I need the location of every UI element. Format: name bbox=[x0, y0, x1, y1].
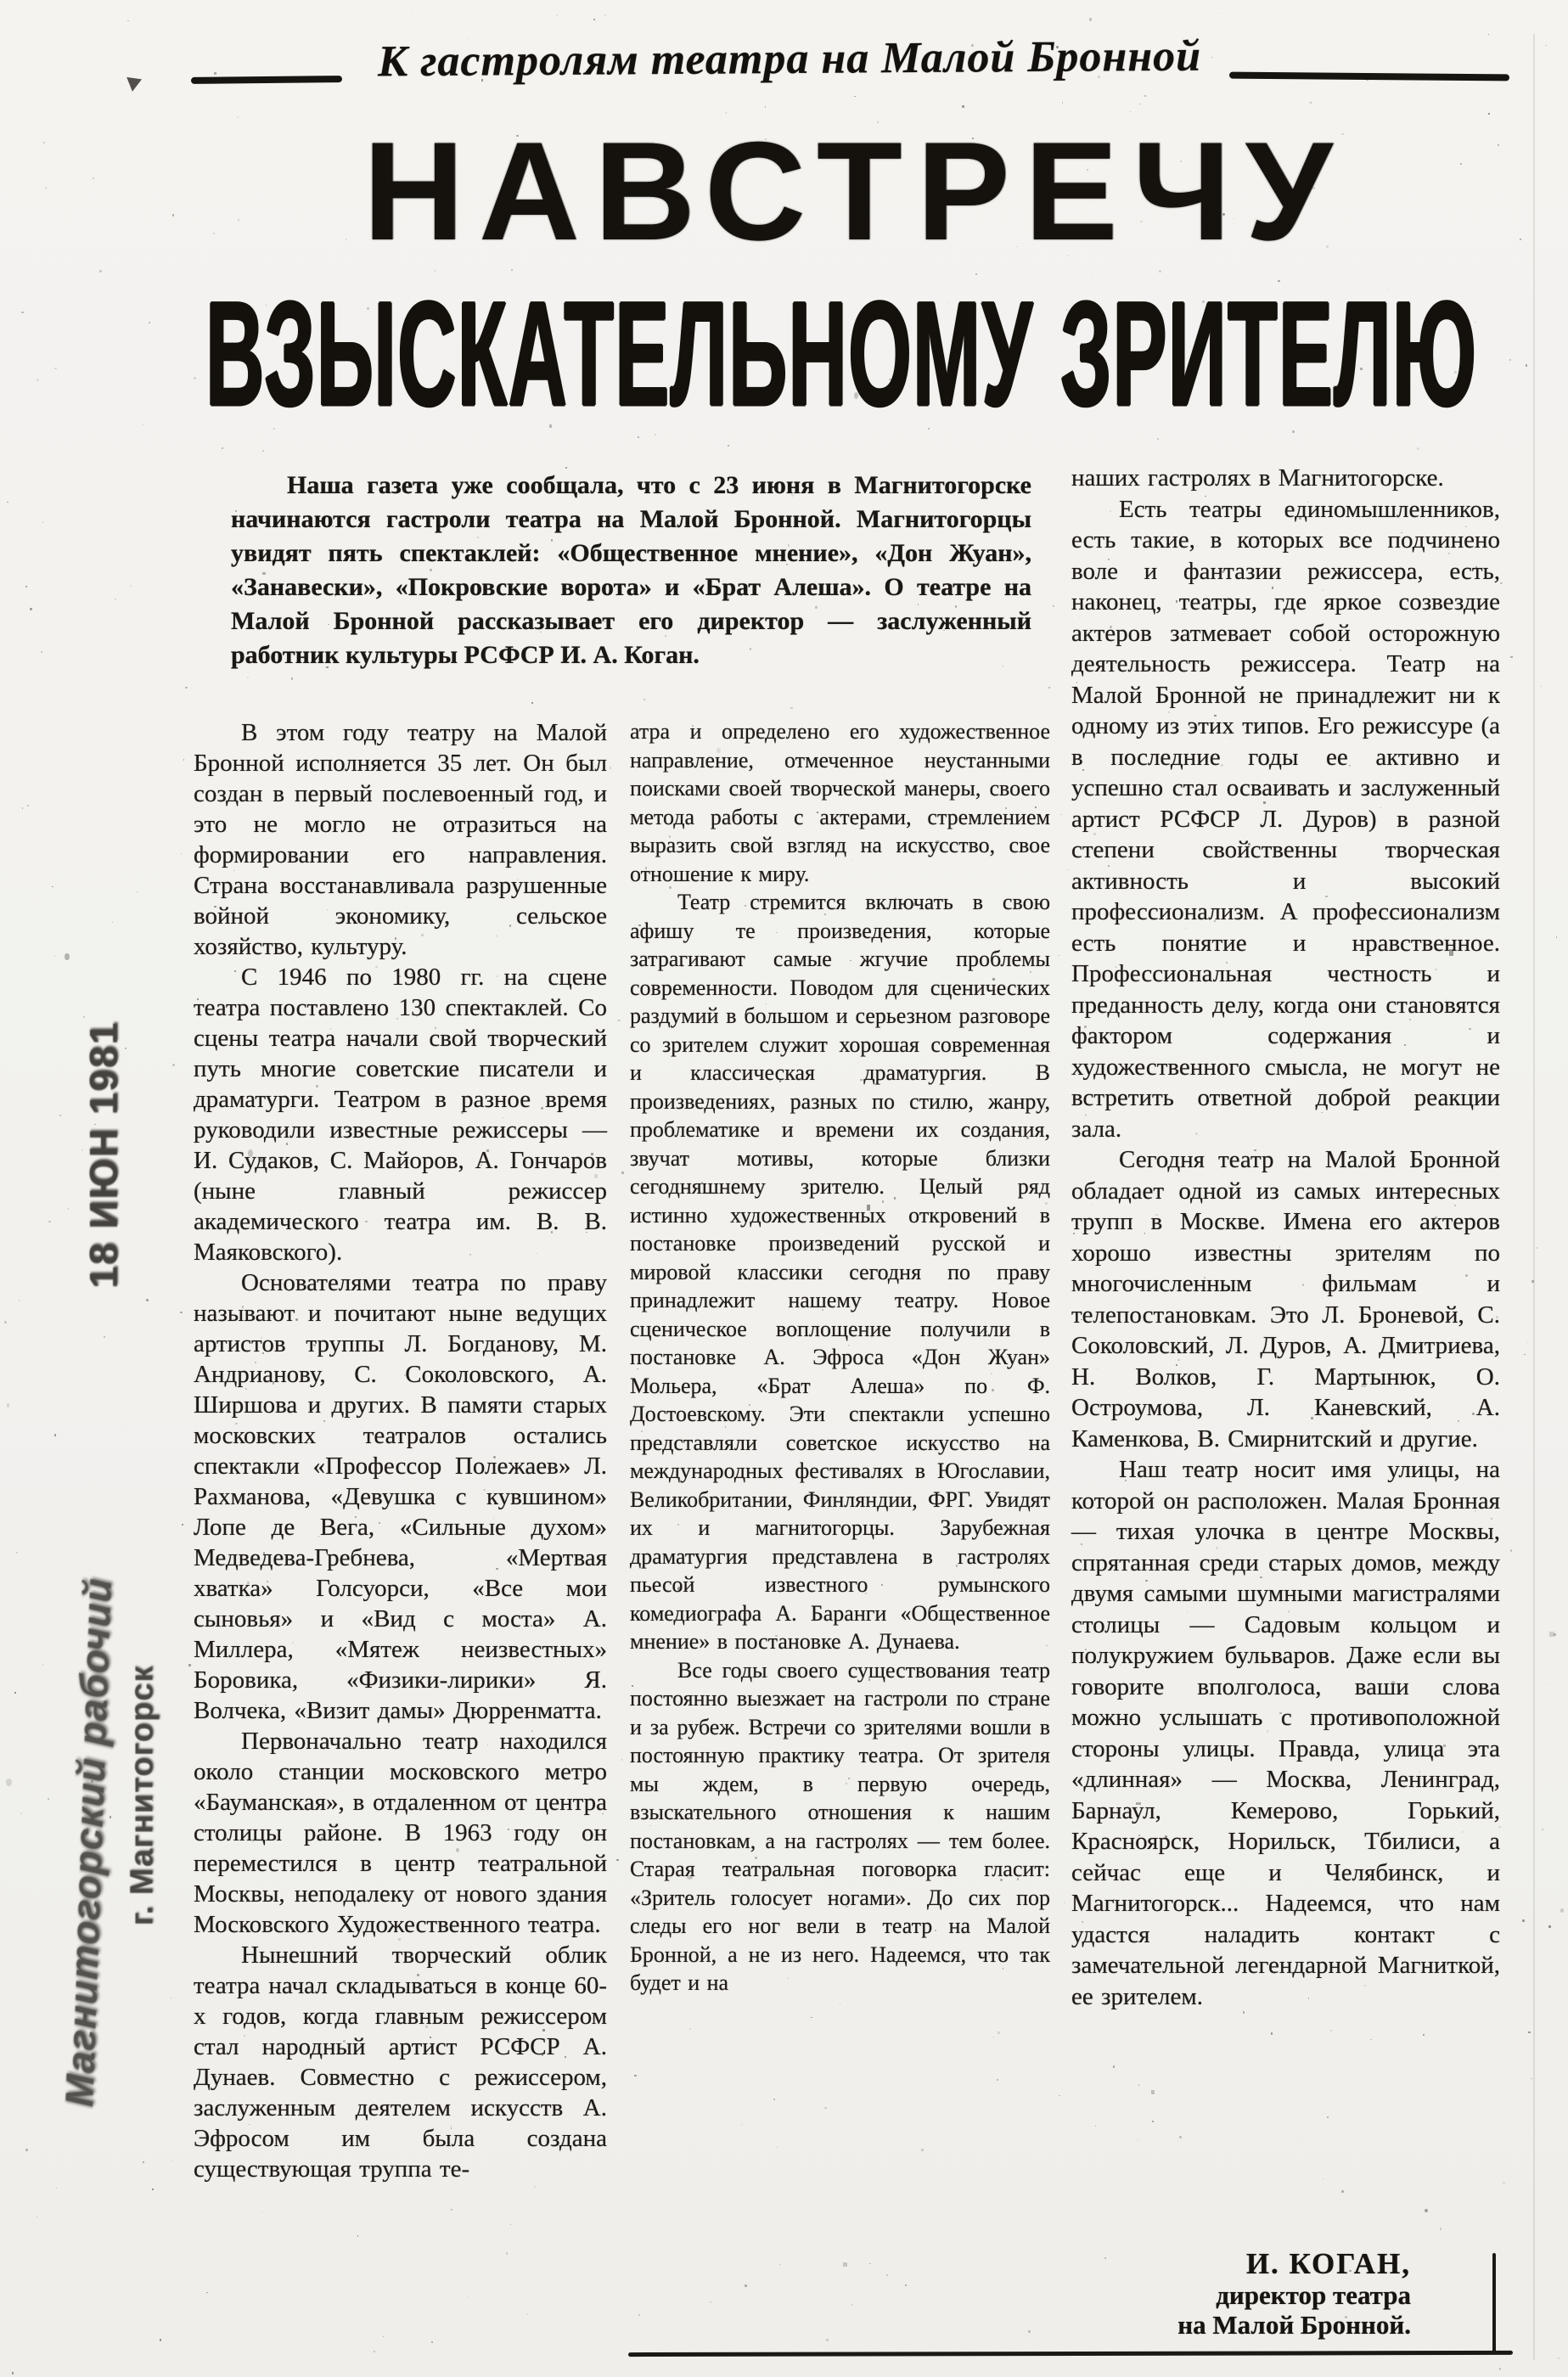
kicker-headline: К гастролям театра на Малой Бронной bbox=[377, 31, 1202, 87]
signature-role-line1: директор театра bbox=[1216, 2280, 1411, 2310]
newspaper-name-stamp: Магнитогорский рабочий bbox=[57, 1576, 120, 2108]
right-column-rule bbox=[1492, 2253, 1496, 2353]
headline-line2-word2: ЗРИТЕЛЮ bbox=[1060, 272, 1478, 437]
paragraph: Все годы своего существования театр постоянно выезжает на гастроли по стране и за рубеж. Встречи со зрителями вошли в постоянную практику театра. От зрителя мы ждем, в первую очередь, взыскательного отношения к нашим постановкам, а на гастролях — тем более. Старая театральная поговорка гласит: «Зритель голосует ногами». До сих пор следы его ног вели в театр на Малой Бронной, а не из него. Надеемся, что так будет и на bbox=[630, 1657, 1050, 1995]
signature-role-line2: на Малой Бронной. bbox=[1177, 2310, 1411, 2340]
paragraph: атра и определено его художественное направление, отмеченное неустанными поисками своей творческой манеры, своего метода работы с актерами, стремлением выразить свой взгляд на искусство, свое отношение к миру. bbox=[630, 719, 1050, 886]
paragraph: наших гастролях в Магнитогорске. bbox=[1071, 464, 1444, 492]
paragraph: Наш театр носит имя улицы, на которой он расположен. Малая Бронная — тихая улочка в центре Москвы, спрятанная среди старых домов, между двумя самыми шумными магистралями столицы — Садовым кольцом и полукружием бульваров. Даже если вы говорите вполголоса, ваши слова можно услышать с противоположной стороны улицы. Правда, улица эта «длинная» — Москва, Ленинград, Барнаул, Кемерово, Горький, Красноярск, Норильск, Тбилиси, а сейчас еще и Челябинск, и Магнитогорск... Надеемся, что нам удастся наладить контакт с замечательной легендарной Магниткой, ее зрителем. bbox=[1071, 1456, 1500, 2010]
article-column-3 bbox=[1071, 463, 1500, 2012]
signature-name: И. КОГАН, bbox=[1245, 2247, 1411, 2280]
bottom-rule bbox=[628, 2351, 1513, 2357]
clipping-edge bbox=[1533, 34, 1535, 2360]
paragraph: Нынешний творческий облик театра начал складываться в конце 60-х годов, когда главным режиссером стал народный артист РСФСР А. Дунаев. Совместно с режиссером, заслуженным деятелем искусств А. Эфросом им была создана существующая труппа те- bbox=[194, 1941, 607, 2183]
paragraph: Сегодня театр на Малой Бронной обладает одной из самых интересных трупп в Москве. Имена его актеров хорошо известны зрителям по многочисленным фильмам и телепостановкам. Это Л. Броневой, С. Соколовский, Л. Дуров, А. Дмитриева, Н. Волков, Г. Мартынюк, О. Остроумова, Л. Каневский, А. Каменкова, В. Смирнитский и другие. bbox=[1071, 1146, 1500, 1453]
headline-line1: НАВСТРЕЧУ bbox=[362, 113, 1347, 269]
paragraph: Театр стремится включать в свою афишу те произведения, которые затрагивают самые жгучие проблемы современности. Поводом для сценических раздумий в большом и серьезном разговоре со зрителем служит хорошая современная и классическая драматургия. В произведениях, разных по стилю, жанру, проблематике и времени их создания, звучат мотивы, которые близки сегодняшнему зрителю. Целый ряд истинно художественных откровений в постановке произведений русской и мировой классики сегодня по праву принадлежит нашему театру. Новое сценическое воплощение получили в постановке А. Эфроса «Дон Жуан» Мольера, «Брат Алеша» по Ф. Достоевскому. Эти спектакли успешно представляли советское искусство на международных фестивалях в Югославии, Великобритании, Финляндии, ФРГ. Увидят их и магнитогорцы. Зарубежная драматургия представлена в гастролях пьесой известного румынского комедиографа А. Баранги «Общественное мнение» в постановке А. Дунаева. bbox=[630, 890, 1050, 1654]
headline-line2-word1: ВЗЫСКАТЕЛЬНОМУ bbox=[205, 272, 1034, 437]
kicker-rule-right bbox=[1229, 72, 1509, 81]
paragraph: Есть театры единомышленников, есть такие, в которых все подчинено воле и фантазии режиссера, есть, наконец, театры, где яркое созвездие актеров затмевает собой осторожную деятельность режиссера. Театр на Малой Бронной не принадлежит ни к одному из этих типов. Его режиссуре (а в последние годы ее активно и успешно стал осваивать и заслуженный артист РСФСР Л. Дуров) в разной степени свойственны творческая активность и высокий профессионализм. А профессионализм есть понятие и нравственное. Профессиональная честность и преданность делу, когда они становятся фактором содержания и художественного смысла, не могут не встретить ответной доброй реакции зала. bbox=[1071, 495, 1500, 1143]
lede-text: Наша газета уже сообщала, что с 23 июня в Магнитогорске начинаются гастроли театра на Малой Бронной. Магнитогорцы увидят пять спектаклей: «Общественное мнение», «Дон Жуан», «Занавески», «Покровские ворота» и «Брат Алеша». О театре на Малой Бронной рассказывает его директор — заслуженный работник культуры РСФСР И. А. Коган. bbox=[231, 471, 1031, 669]
paragraph: В этом году театру на Малой Бронной исполняется 35 лет. Он был создан в первый послевоенный год, и это не могло не отразиться на формировании его направления. Страна восстанавливала разрушенные войной экономику, сельское хозяйство, культуру. bbox=[194, 719, 607, 960]
paragraph: Первоначально театр находился около станции московского метро «Бауманская», в отдаленном от центра столицы районе. В 1963 году он переместился в центр театральной Москвы, неподалеку от нового здания Московского Художественного театра. bbox=[194, 1728, 607, 1938]
city-stamp: г. Магнитогорск bbox=[124, 1665, 160, 1926]
date-stamp: 18 ИЮН 1981 bbox=[81, 1020, 126, 1289]
kicker-rule-left bbox=[191, 76, 342, 84]
article-column-1 bbox=[194, 717, 607, 2184]
article-column-2 bbox=[630, 717, 1050, 1998]
paragraph: С 1946 по 1980 гг. на сцене театра поставлено 130 спектаклей. Со сцены театра начали свой творческий путь многие советские писатели и драматурги. Театром в разное время руководили известные режиссеры — И. Судаков, С. Майоров, А. Гончаров (ныне главный режиссер академического театра им. В. В. Маяковского). bbox=[194, 964, 607, 1266]
paragraph: Основателями театра по праву называют и почитают ныне ведущих артистов труппы Л. Богданову, М. Андрианову, С. Соколовского, А. Ширшова и других. В памяти старых московских театралов остались спектакли «Профессор Полежаев» Л. Рахманова, «Девушка с кувшином» Лопе де Вега, «Сильные духом» Медведева-Гребнева, «Мертвая хватка» Голсуорси, «Все мои сыновья» и «Вид с моста» А. Миллера, «Мятеж неизвестных» Боровика, «Физики-лирики» Я. Волчека, «Визит дамы» Дюрренматта. bbox=[194, 1269, 607, 1724]
lede-paragraph bbox=[231, 469, 1031, 672]
ink-artifact bbox=[125, 77, 142, 93]
signature-block bbox=[1071, 2248, 1500, 2340]
